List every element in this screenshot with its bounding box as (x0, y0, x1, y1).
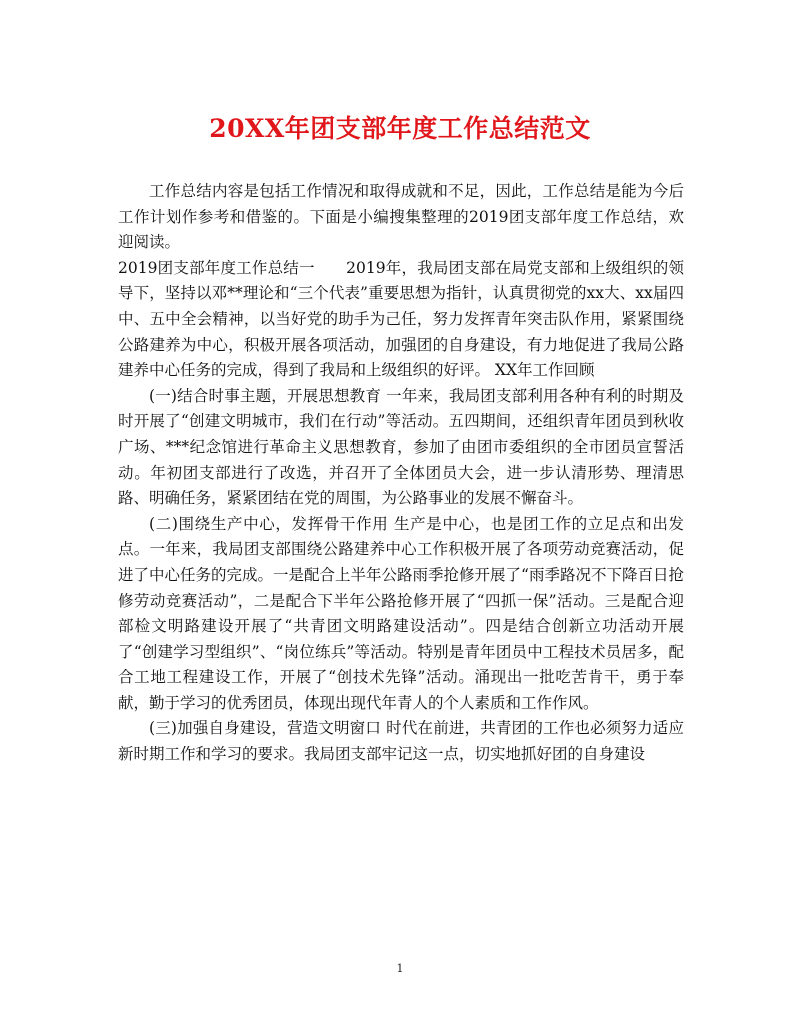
summary-one-paragraph: 2019团支部年度工作总结一 2019年，我局团支部在局党支部和上级组织的领导下，坚持以邓**理论和“三个代表”重要思想为指针，认真贯彻党的xx大、xx届四中、五中全会精神，以当好党的助手为己任，努力发挥青年突击队作用，紧紧围绕公路建养为中心，积极开展各项活动，加强团的自身建设，有力地促进了我局公路建养中心任务的完成，得到了我局和上级组织的好评。 XX年工作回顾 (118, 258, 684, 380)
section-three-paragraph: (三)加强自身建设，营造文明窗口 时代在前进，共青团的工作也必须努力适应新时期工作和学习的要求。我局团支部牢记这一点，切实地抓好团的自身建设 (118, 719, 684, 764)
document-title: 20XX年团支部年度工作总结范文 (209, 114, 591, 143)
section-two-paragraph: (二)围绕生产中心，发挥骨干作用 生产是中心，也是团工作的立足点和出发点。一年来，我局团支部围绕公路建养中心工作积极开展了各项劳动竞赛活动，促进了中心任务的完成。一是配合上半年公路雨季抢修开展了“雨季路况不下降百日抢修劳动竞赛活动”，二是配合下半年公路抢修开展了“四抓一保”活动。三是配合迎部检文明路建设开展了“共青团文明路建设活动”。四是结合创新立功活动开展了“创建学习型组织”、“岗位练兵”等活动。特别是青年团员中工程技术员居多，配合工地工程建设工作，开展了“创技术先锋”活动。涌现出一批吃苦肯干，勇于奉献，勤于学习的优秀团员，体现出现代年青人的个人素质和工作作风。 (118, 514, 684, 712)
page-number: 1 (396, 962, 404, 975)
document-body (118, 179, 684, 768)
intro-paragraph: 工作总结内容是包括工作情况和取得成就和不足，因此，工作总结是能为今后工作计划作参考和借鉴的。下面是小编搜集整理的2019团支部年度工作总结，欢迎阅读。 (118, 182, 684, 252)
section-one-paragraph: (一)结合时事主题，开展思想教育 一年来，我局团支部利用各种有利的时期及时开展了“创建文明城市，我们在行动”等活动。五四期间，还组织青年团员到秋收广场、***纪念馆进行革命主义思想教育，参加了由团市委组织的全市团员宣誓活动。年初团支部进行了改选，并召开了全体团员大会，进一步认清形势、理清思路、明确任务，紧紧团结在党的周围，为公路事业的发展不懈奋斗。 (118, 386, 684, 508)
